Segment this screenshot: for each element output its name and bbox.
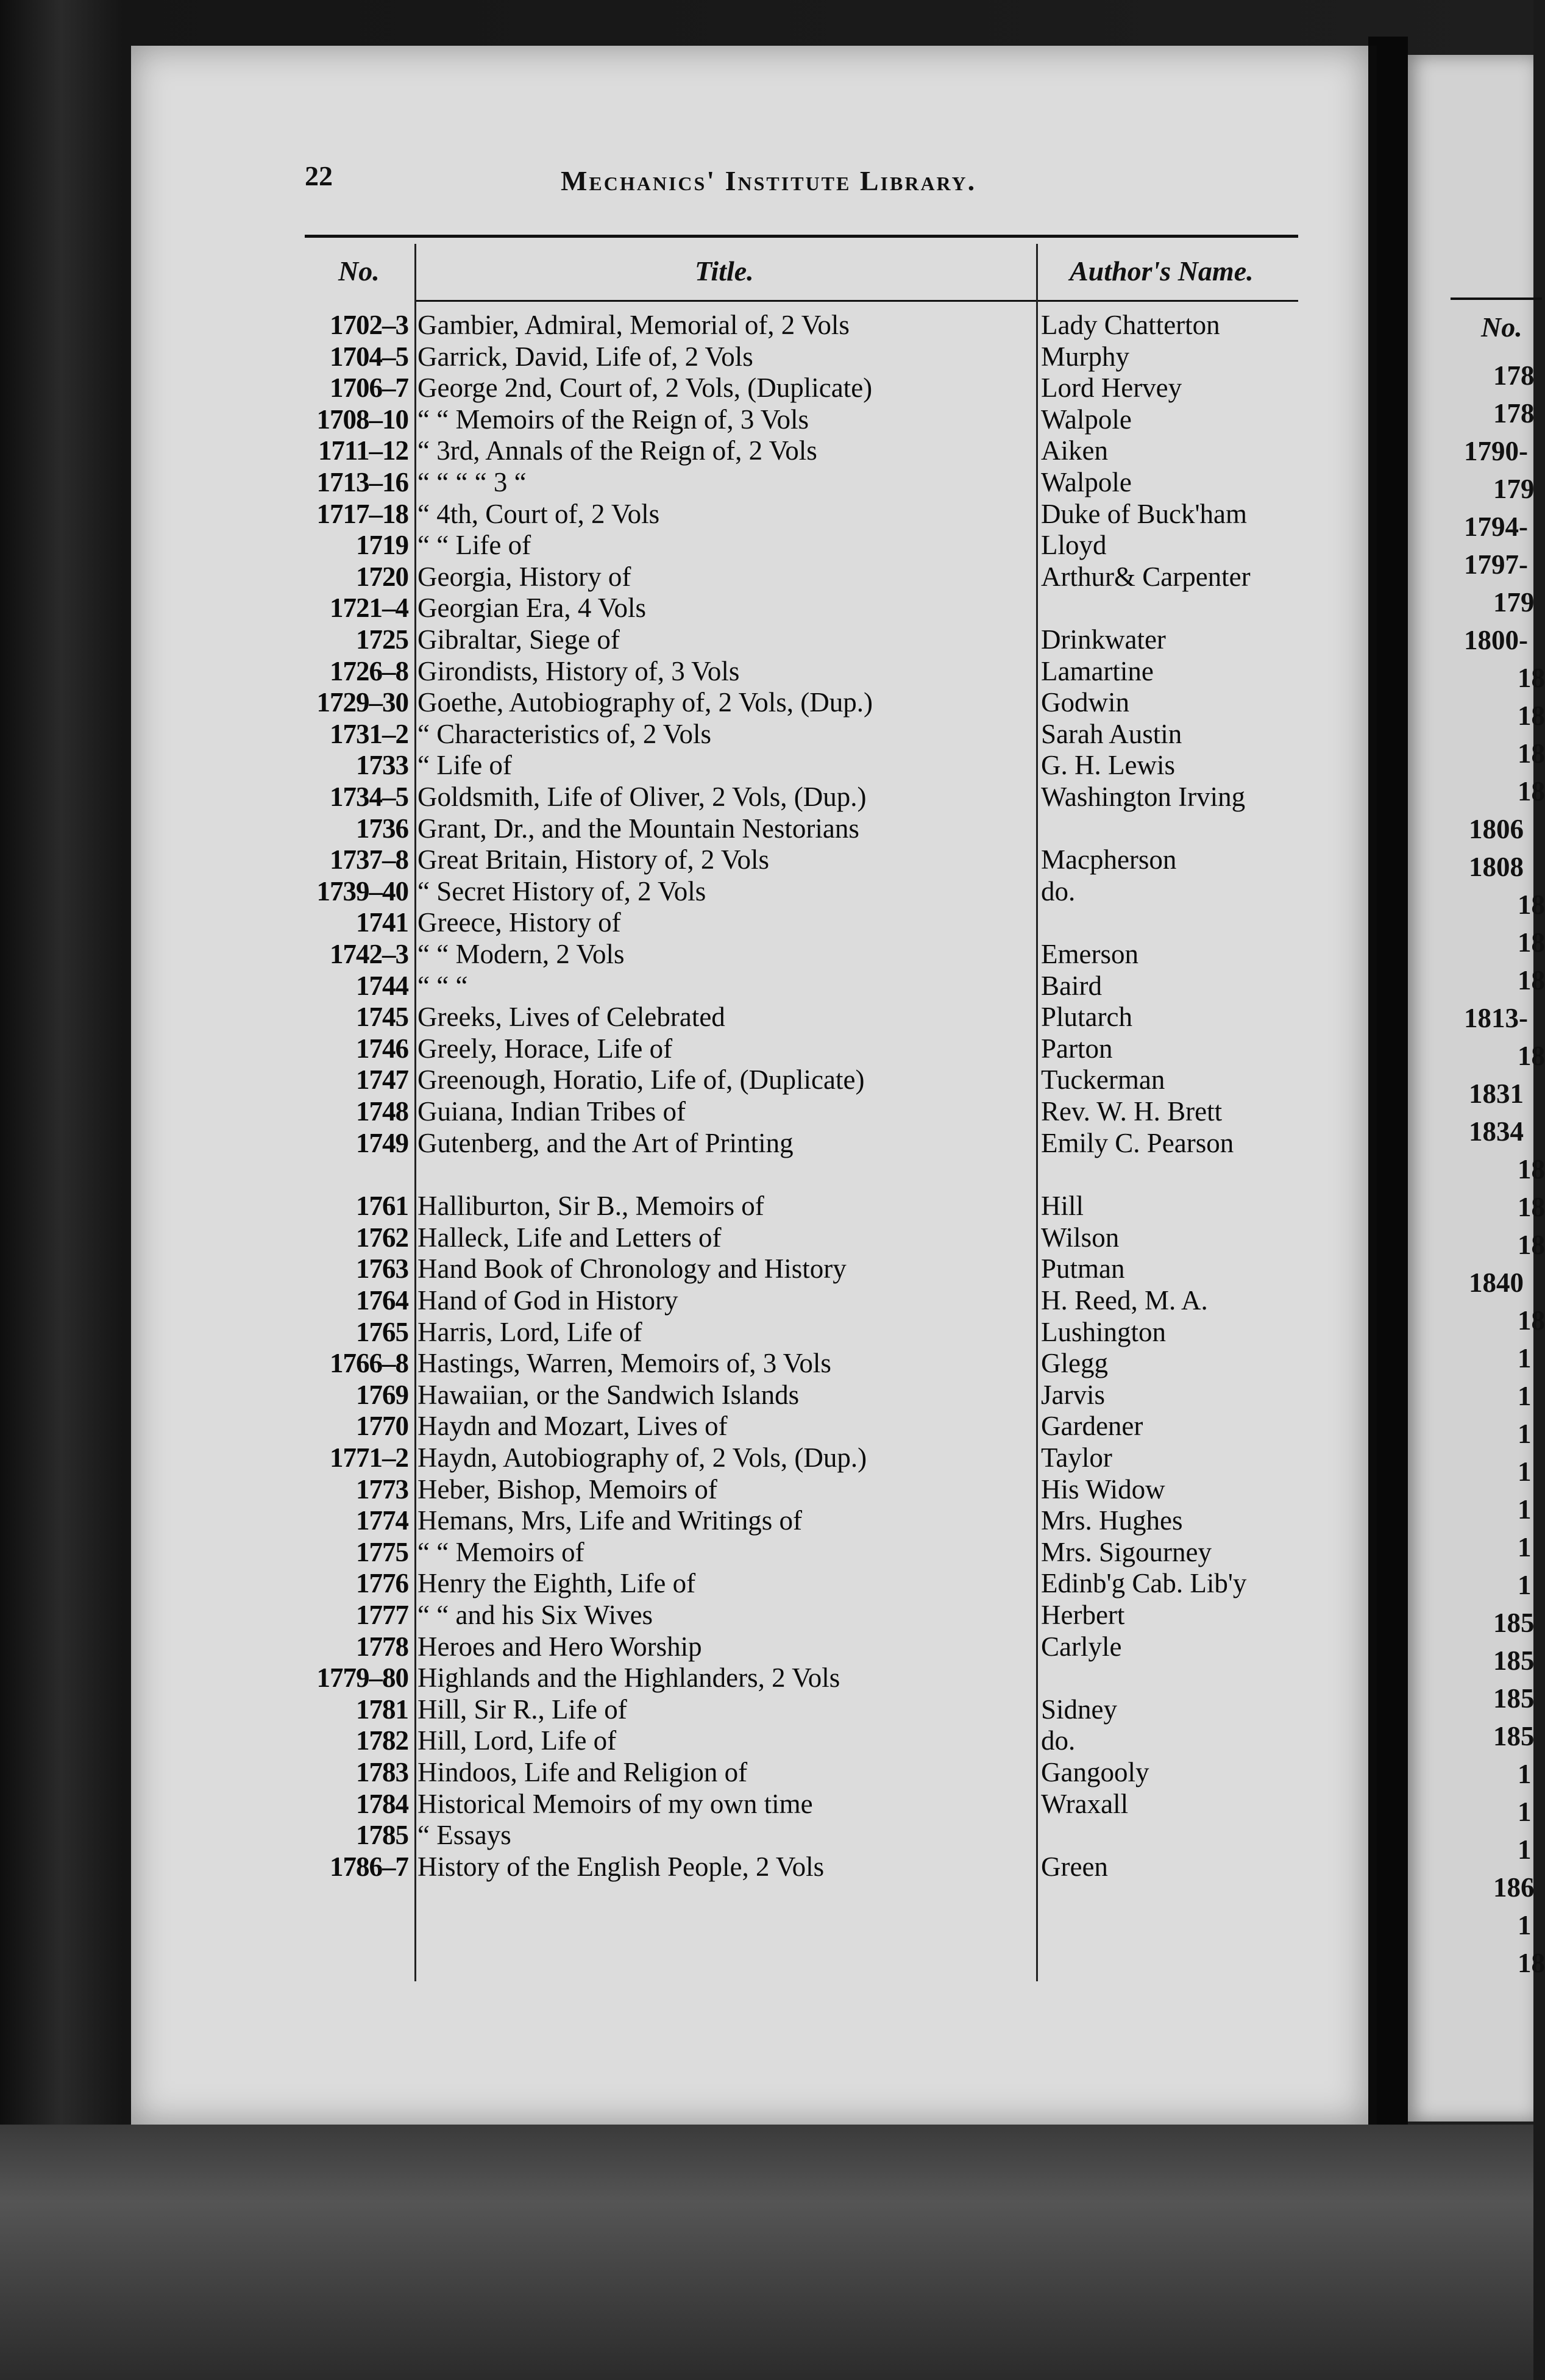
entry-author: Lushington bbox=[1041, 1316, 1167, 1347]
table-row bbox=[131, 1096, 1368, 1127]
entry-number: 1726–8 bbox=[330, 655, 408, 686]
entry-author: Jarvis bbox=[1041, 1379, 1105, 1410]
entry-number: 1764 bbox=[356, 1285, 408, 1316]
table-row bbox=[131, 718, 1368, 750]
entry-number: 1734–5 bbox=[330, 782, 408, 812]
table-row bbox=[131, 561, 1368, 593]
entry-title: Garrick, David, Life of, 2 Vols bbox=[417, 341, 753, 372]
table-row bbox=[131, 498, 1368, 530]
entry-title: Hill, Lord, Life of bbox=[417, 1725, 617, 1756]
entry-title: “ “ Modern, 2 Vols bbox=[417, 939, 625, 969]
entry-title: “ Life of bbox=[417, 750, 512, 781]
entry-author: Rev. W. H. Brett bbox=[1041, 1096, 1223, 1127]
table-row bbox=[131, 813, 1368, 844]
running-head: Mechanics' Institute Library. bbox=[561, 165, 977, 196]
table-row bbox=[131, 1222, 1368, 1253]
facing-page-number: 1831 bbox=[1469, 1078, 1524, 1109]
entry-number: 1785 bbox=[356, 1820, 408, 1851]
entry-title: Hawaiian, or the Sandwich Islands bbox=[417, 1379, 800, 1410]
entry-author: Drinkwater bbox=[1041, 624, 1166, 655]
facing-page-number: 18 bbox=[1518, 927, 1545, 958]
facing-page-number: 185 bbox=[1493, 1608, 1535, 1638]
facing-page-number: 179 bbox=[1493, 474, 1535, 504]
table-row bbox=[131, 1599, 1368, 1631]
entry-number: 1766–8 bbox=[330, 1348, 408, 1379]
entry-number: 1762 bbox=[356, 1222, 408, 1253]
entry-author: Glegg bbox=[1041, 1348, 1108, 1379]
entry-author: Wilson bbox=[1041, 1222, 1120, 1253]
table-row bbox=[131, 1851, 1368, 1883]
table-row bbox=[131, 309, 1368, 341]
entry-title: Hemans, Mrs, Life and Writings of bbox=[417, 1505, 802, 1536]
entry-author: Lloyd bbox=[1041, 530, 1107, 561]
entry-author: Emily C. Pearson bbox=[1041, 1127, 1234, 1158]
table-row bbox=[131, 1379, 1368, 1411]
entry-author: Godwin bbox=[1041, 687, 1129, 718]
entry-number: 1731–2 bbox=[330, 718, 408, 749]
table-row bbox=[131, 1190, 1368, 1222]
entry-title: Heroes and Hero Worship bbox=[417, 1631, 702, 1662]
facing-page-number: 186 bbox=[1493, 1872, 1535, 1903]
table-row bbox=[131, 1064, 1368, 1096]
table-row bbox=[131, 1788, 1368, 1820]
facing-page-number: 1 bbox=[1518, 1532, 1532, 1562]
entry-author: Arthur& Carpenter bbox=[1041, 561, 1251, 592]
table-row bbox=[131, 1725, 1368, 1756]
entry-title: “ Essays bbox=[417, 1820, 511, 1851]
facing-page-number: 1 bbox=[1518, 1834, 1532, 1865]
entry-title: Halliburton, Sir B., Memoirs of bbox=[417, 1191, 764, 1222]
table-row bbox=[131, 1694, 1368, 1725]
entry-number: 1713–16 bbox=[316, 467, 408, 497]
entry-title: Greenough, Horatio, Life of, (Duplicate) bbox=[417, 1064, 865, 1096]
facing-page-number: 18 bbox=[1518, 1230, 1545, 1260]
entry-title: Goldsmith, Life of Oliver, 2 Vols, (Dup.) bbox=[417, 782, 867, 812]
table-row bbox=[131, 404, 1368, 435]
facing-page-number: 178 bbox=[1493, 360, 1535, 391]
entry-author: H. Reed, M. A. bbox=[1041, 1285, 1208, 1316]
entry-title: “ Characteristics of, 2 Vols bbox=[417, 718, 711, 749]
entry-title: Harris, Lord, Life of bbox=[417, 1316, 642, 1347]
entry-author: Washington Irving bbox=[1041, 782, 1246, 812]
table-row bbox=[131, 875, 1368, 907]
entry-author: Wraxall bbox=[1041, 1788, 1129, 1819]
entry-number: 1765 bbox=[356, 1316, 408, 1347]
table-row bbox=[131, 435, 1368, 466]
entry-author: Edinb'g Cab. Lib'y bbox=[1041, 1568, 1247, 1599]
facing-page-number: 1834 bbox=[1469, 1116, 1524, 1147]
facing-page-rule bbox=[1451, 298, 1542, 300]
facing-page-number: 1808 bbox=[1469, 852, 1524, 882]
table-row bbox=[131, 1001, 1368, 1033]
facing-page-number: 18 bbox=[1518, 738, 1545, 769]
table-row bbox=[131, 1662, 1368, 1694]
entry-title: Georgian Era, 4 Vols bbox=[417, 593, 646, 624]
facing-page bbox=[1408, 55, 1545, 2122]
entry-number: 1720 bbox=[356, 561, 408, 592]
facing-page-number: 1794- bbox=[1464, 511, 1528, 542]
table-row bbox=[131, 1567, 1368, 1599]
entry-number: 1779–80 bbox=[316, 1662, 408, 1694]
entry-author: Putman bbox=[1041, 1253, 1125, 1284]
entry-title: “ “ Life of bbox=[417, 530, 531, 561]
table-row bbox=[131, 844, 1368, 875]
entry-title: Heber, Bishop, Memoirs of bbox=[417, 1473, 717, 1505]
entry-number: 1783 bbox=[356, 1757, 408, 1787]
facing-page-number: 185 bbox=[1493, 1721, 1535, 1751]
entry-number: 1763 bbox=[356, 1253, 408, 1284]
scan-bottom-strip bbox=[0, 2125, 1533, 2380]
entry-title: Gambier, Admiral, Memorial of, 2 Vols bbox=[417, 310, 850, 340]
column-head-no: No. bbox=[338, 255, 380, 287]
facing-page-number: 18 bbox=[1518, 889, 1545, 920]
entry-number: 1775 bbox=[356, 1536, 408, 1567]
entry-author: G. H. Lewis bbox=[1041, 750, 1175, 781]
entry-number: 1770 bbox=[356, 1411, 408, 1442]
entry-author: Carlyle bbox=[1041, 1631, 1122, 1662]
entry-number: 1717–18 bbox=[316, 498, 408, 529]
entry-title: Greeks, Lives of Celebrated bbox=[417, 1002, 725, 1033]
facing-page-number: 1840 bbox=[1469, 1267, 1524, 1298]
entry-author: Green bbox=[1041, 1851, 1108, 1882]
entry-number: 1748 bbox=[356, 1096, 408, 1127]
facing-page-number: 1 bbox=[1518, 1910, 1532, 1940]
facing-page-number: 18 bbox=[1518, 1305, 1545, 1336]
entry-author: Herbert bbox=[1041, 1600, 1125, 1630]
entry-number: 1702–3 bbox=[330, 310, 408, 340]
entry-number: 1721–4 bbox=[330, 593, 408, 624]
entry-author: Macpherson bbox=[1041, 844, 1177, 875]
table-row bbox=[131, 655, 1368, 687]
entry-author: Walpole bbox=[1041, 467, 1132, 497]
table-row bbox=[131, 341, 1368, 372]
entry-title: Girondists, History of, 3 Vols bbox=[417, 655, 740, 686]
facing-page-number: 18 bbox=[1518, 1192, 1545, 1222]
entry-number: 1739–40 bbox=[316, 875, 408, 907]
entry-number: 1711–12 bbox=[318, 435, 408, 466]
facing-page-number: 179 bbox=[1493, 587, 1535, 618]
facing-page-number: 1790- bbox=[1464, 436, 1528, 466]
entry-author: Gangooly bbox=[1041, 1757, 1149, 1787]
entry-author: Duke of Buck'ham bbox=[1041, 498, 1248, 529]
entry-title: Hand of God in History bbox=[417, 1285, 678, 1316]
table-row bbox=[131, 1253, 1368, 1284]
entry-number: 1773 bbox=[356, 1473, 408, 1505]
entry-author: Tuckerman bbox=[1041, 1064, 1165, 1096]
entry-number: 1746 bbox=[356, 1033, 408, 1064]
entry-number: 1777 bbox=[356, 1600, 408, 1630]
page-number: 22 bbox=[305, 160, 333, 191]
entry-title: Goethe, Autobiography of, 2 Vols, (Dup.) bbox=[417, 687, 873, 718]
table-row bbox=[131, 1756, 1368, 1788]
entry-author: His Widow bbox=[1041, 1473, 1165, 1505]
entry-number: 1725 bbox=[356, 624, 408, 655]
column-head-title: Title. bbox=[695, 255, 754, 287]
facing-page-number: 1 bbox=[1518, 1419, 1532, 1449]
entry-title: Gibraltar, Siege of bbox=[417, 624, 620, 655]
entry-title: “ “ Memoirs of bbox=[417, 1536, 584, 1567]
entry-author: Murphy bbox=[1041, 341, 1129, 372]
entry-title: Guiana, Indian Tribes of bbox=[417, 1096, 686, 1127]
entry-number: 1778 bbox=[356, 1631, 408, 1662]
facing-page-column-head: No. bbox=[1481, 312, 1522, 343]
entry-number: 1774 bbox=[356, 1505, 408, 1536]
table-row bbox=[131, 749, 1368, 781]
entry-author: Gardener bbox=[1041, 1411, 1143, 1442]
entry-number: 1742–3 bbox=[330, 939, 408, 969]
entry-number: 1745 bbox=[356, 1002, 408, 1033]
entry-author: Lord Hervey bbox=[1041, 372, 1182, 404]
facing-page-number: 18 bbox=[1518, 700, 1545, 731]
entry-title: Halleck, Life and Letters of bbox=[417, 1222, 722, 1253]
entry-title: Georgia, History of bbox=[417, 561, 631, 592]
entry-title: Gutenberg, and the Art of Printing bbox=[417, 1127, 794, 1158]
table-row bbox=[131, 1442, 1368, 1473]
table-row bbox=[131, 938, 1368, 970]
entry-author: Walpole bbox=[1041, 404, 1132, 435]
column-head-author: Author's Name. bbox=[1070, 255, 1254, 287]
entry-number: 1744 bbox=[356, 970, 408, 1001]
table-row bbox=[131, 1505, 1368, 1536]
facing-page-number: 1 bbox=[1518, 1494, 1532, 1525]
table-row bbox=[131, 1819, 1368, 1851]
entry-author: do. bbox=[1041, 875, 1076, 907]
table-row bbox=[131, 624, 1368, 655]
entry-number: 1747 bbox=[356, 1064, 408, 1096]
facing-page-number: 18 bbox=[1518, 776, 1545, 807]
entry-title: Greece, History of bbox=[417, 907, 621, 938]
facing-page-number: 18 bbox=[1518, 1948, 1545, 1978]
table-row bbox=[131, 907, 1368, 938]
facing-page-number: 18 bbox=[1518, 663, 1545, 693]
entry-title: Hastings, Warren, Memoirs of, 3 Vols bbox=[417, 1348, 831, 1379]
table-row bbox=[131, 1410, 1368, 1442]
facing-page-number: 1 bbox=[1518, 1343, 1532, 1373]
table-row bbox=[131, 1284, 1368, 1316]
entry-author: Sidney bbox=[1041, 1694, 1118, 1725]
facing-page-number: 18 bbox=[1518, 1154, 1545, 1185]
entry-number: 1786–7 bbox=[330, 1851, 408, 1882]
entry-number: 1733 bbox=[356, 750, 408, 781]
facing-page-number: 1 bbox=[1518, 1797, 1532, 1827]
entry-title: Greely, Horace, Life of bbox=[417, 1033, 673, 1064]
entry-title: Hill, Sir R., Life of bbox=[417, 1694, 627, 1725]
entry-title: Hindoos, Life and Religion of bbox=[417, 1757, 748, 1787]
facing-page-number: 178 bbox=[1493, 398, 1535, 429]
facing-page-number: 1 bbox=[1518, 1381, 1532, 1411]
entry-author: Aiken bbox=[1041, 435, 1108, 466]
entry-title: Great Britain, History of, 2 Vols bbox=[417, 844, 770, 875]
entry-number: 1771–2 bbox=[330, 1442, 408, 1473]
facing-page-number: 1806 bbox=[1469, 814, 1524, 844]
entry-number: 1729–30 bbox=[316, 687, 408, 718]
facing-page-number: 1800- bbox=[1464, 625, 1528, 655]
entry-author: Lady Chatterton bbox=[1041, 310, 1220, 340]
top-rule bbox=[305, 235, 1298, 238]
entry-number: 1761 bbox=[356, 1191, 408, 1222]
entry-number: 1736 bbox=[356, 813, 408, 844]
facing-page-number: 18 bbox=[1518, 1041, 1545, 1071]
entry-title: History of the English People, 2 Vols bbox=[417, 1851, 825, 1882]
table-row bbox=[131, 529, 1368, 561]
header-rule bbox=[414, 300, 1298, 302]
entry-title: “ 3rd, Annals of the Reign of, 2 Vols bbox=[417, 435, 817, 466]
table-row bbox=[131, 1033, 1368, 1064]
table-row bbox=[131, 1473, 1368, 1505]
facing-page-number: 1797- bbox=[1464, 549, 1528, 580]
catalog-page bbox=[131, 46, 1377, 2125]
table-row bbox=[131, 1127, 1368, 1159]
facing-page-number: 185 bbox=[1493, 1683, 1535, 1714]
entry-title: “ “ “ bbox=[417, 970, 468, 1001]
facing-page-number: 1813- bbox=[1464, 1003, 1528, 1033]
table-row bbox=[131, 1631, 1368, 1662]
facing-page-number: 1 bbox=[1518, 1570, 1532, 1600]
table-row bbox=[131, 781, 1368, 813]
entry-author: Plutarch bbox=[1041, 1002, 1132, 1033]
entry-title: Hand Book of Chronology and History bbox=[417, 1253, 847, 1284]
entry-author: Mrs. Sigourney bbox=[1041, 1536, 1212, 1567]
entry-number: 1769 bbox=[356, 1379, 408, 1410]
entry-title: Highlands and the Highlanders, 2 Vols bbox=[417, 1662, 840, 1694]
entry-author: Hill bbox=[1041, 1191, 1084, 1222]
entry-title: “ “ and his Six Wives bbox=[417, 1600, 653, 1630]
entry-author: Sarah Austin bbox=[1041, 718, 1182, 749]
entry-title: “ 4th, Court of, 2 Vols bbox=[417, 498, 660, 529]
table-row bbox=[131, 1316, 1368, 1348]
entry-title: Henry the Eighth, Life of bbox=[417, 1568, 696, 1599]
facing-page-number: 185 bbox=[1493, 1645, 1535, 1676]
table-row bbox=[131, 686, 1368, 718]
entry-title: “ Secret History of, 2 Vols bbox=[417, 875, 706, 907]
entry-number: 1737–8 bbox=[330, 844, 408, 875]
entry-title: “ “ Memoirs of the Reign of, 3 Vols bbox=[417, 404, 809, 435]
entry-number: 1784 bbox=[356, 1788, 408, 1819]
facing-page-number: 1 bbox=[1518, 1759, 1532, 1789]
entry-author: Mrs. Hughes bbox=[1041, 1505, 1183, 1536]
entry-title: George 2nd, Court of, 2 Vols, (Duplicate) bbox=[417, 372, 873, 404]
entry-number: 1776 bbox=[356, 1568, 408, 1599]
entry-number: 1741 bbox=[356, 907, 408, 938]
facing-page-number: 18 bbox=[1518, 965, 1545, 996]
facing-page-number: 1 bbox=[1518, 1456, 1532, 1487]
entry-number: 1719 bbox=[356, 530, 408, 561]
entry-number: 1782 bbox=[356, 1725, 408, 1756]
table-row bbox=[131, 466, 1368, 498]
table-row bbox=[131, 592, 1368, 624]
entry-author: Parton bbox=[1041, 1033, 1113, 1064]
entry-number: 1781 bbox=[356, 1694, 408, 1725]
entry-number: 1749 bbox=[356, 1127, 408, 1158]
entry-title: Haydn, Autobiography of, 2 Vols, (Dup.) bbox=[417, 1442, 867, 1473]
entry-author: Lamartine bbox=[1041, 655, 1154, 686]
entry-author: Taylor bbox=[1041, 1442, 1112, 1473]
entry-title: “ “ “ “ 3 “ bbox=[417, 467, 527, 497]
entry-number: 1708–10 bbox=[316, 404, 408, 435]
entry-author: do. bbox=[1041, 1725, 1076, 1756]
entry-number: 1706–7 bbox=[330, 372, 408, 404]
table-row bbox=[131, 1347, 1368, 1379]
table-row bbox=[131, 372, 1368, 404]
entry-title: Haydn and Mozart, Lives of bbox=[417, 1411, 728, 1442]
entry-title: Grant, Dr., and the Mountain Nestorians bbox=[417, 813, 859, 844]
entry-author: Baird bbox=[1041, 970, 1102, 1001]
table-row bbox=[131, 970, 1368, 1002]
entry-number: 1704–5 bbox=[330, 341, 408, 372]
table-row bbox=[131, 1536, 1368, 1568]
entry-title: Historical Memoirs of my own time bbox=[417, 1788, 813, 1819]
entry-author: Emerson bbox=[1041, 939, 1138, 969]
